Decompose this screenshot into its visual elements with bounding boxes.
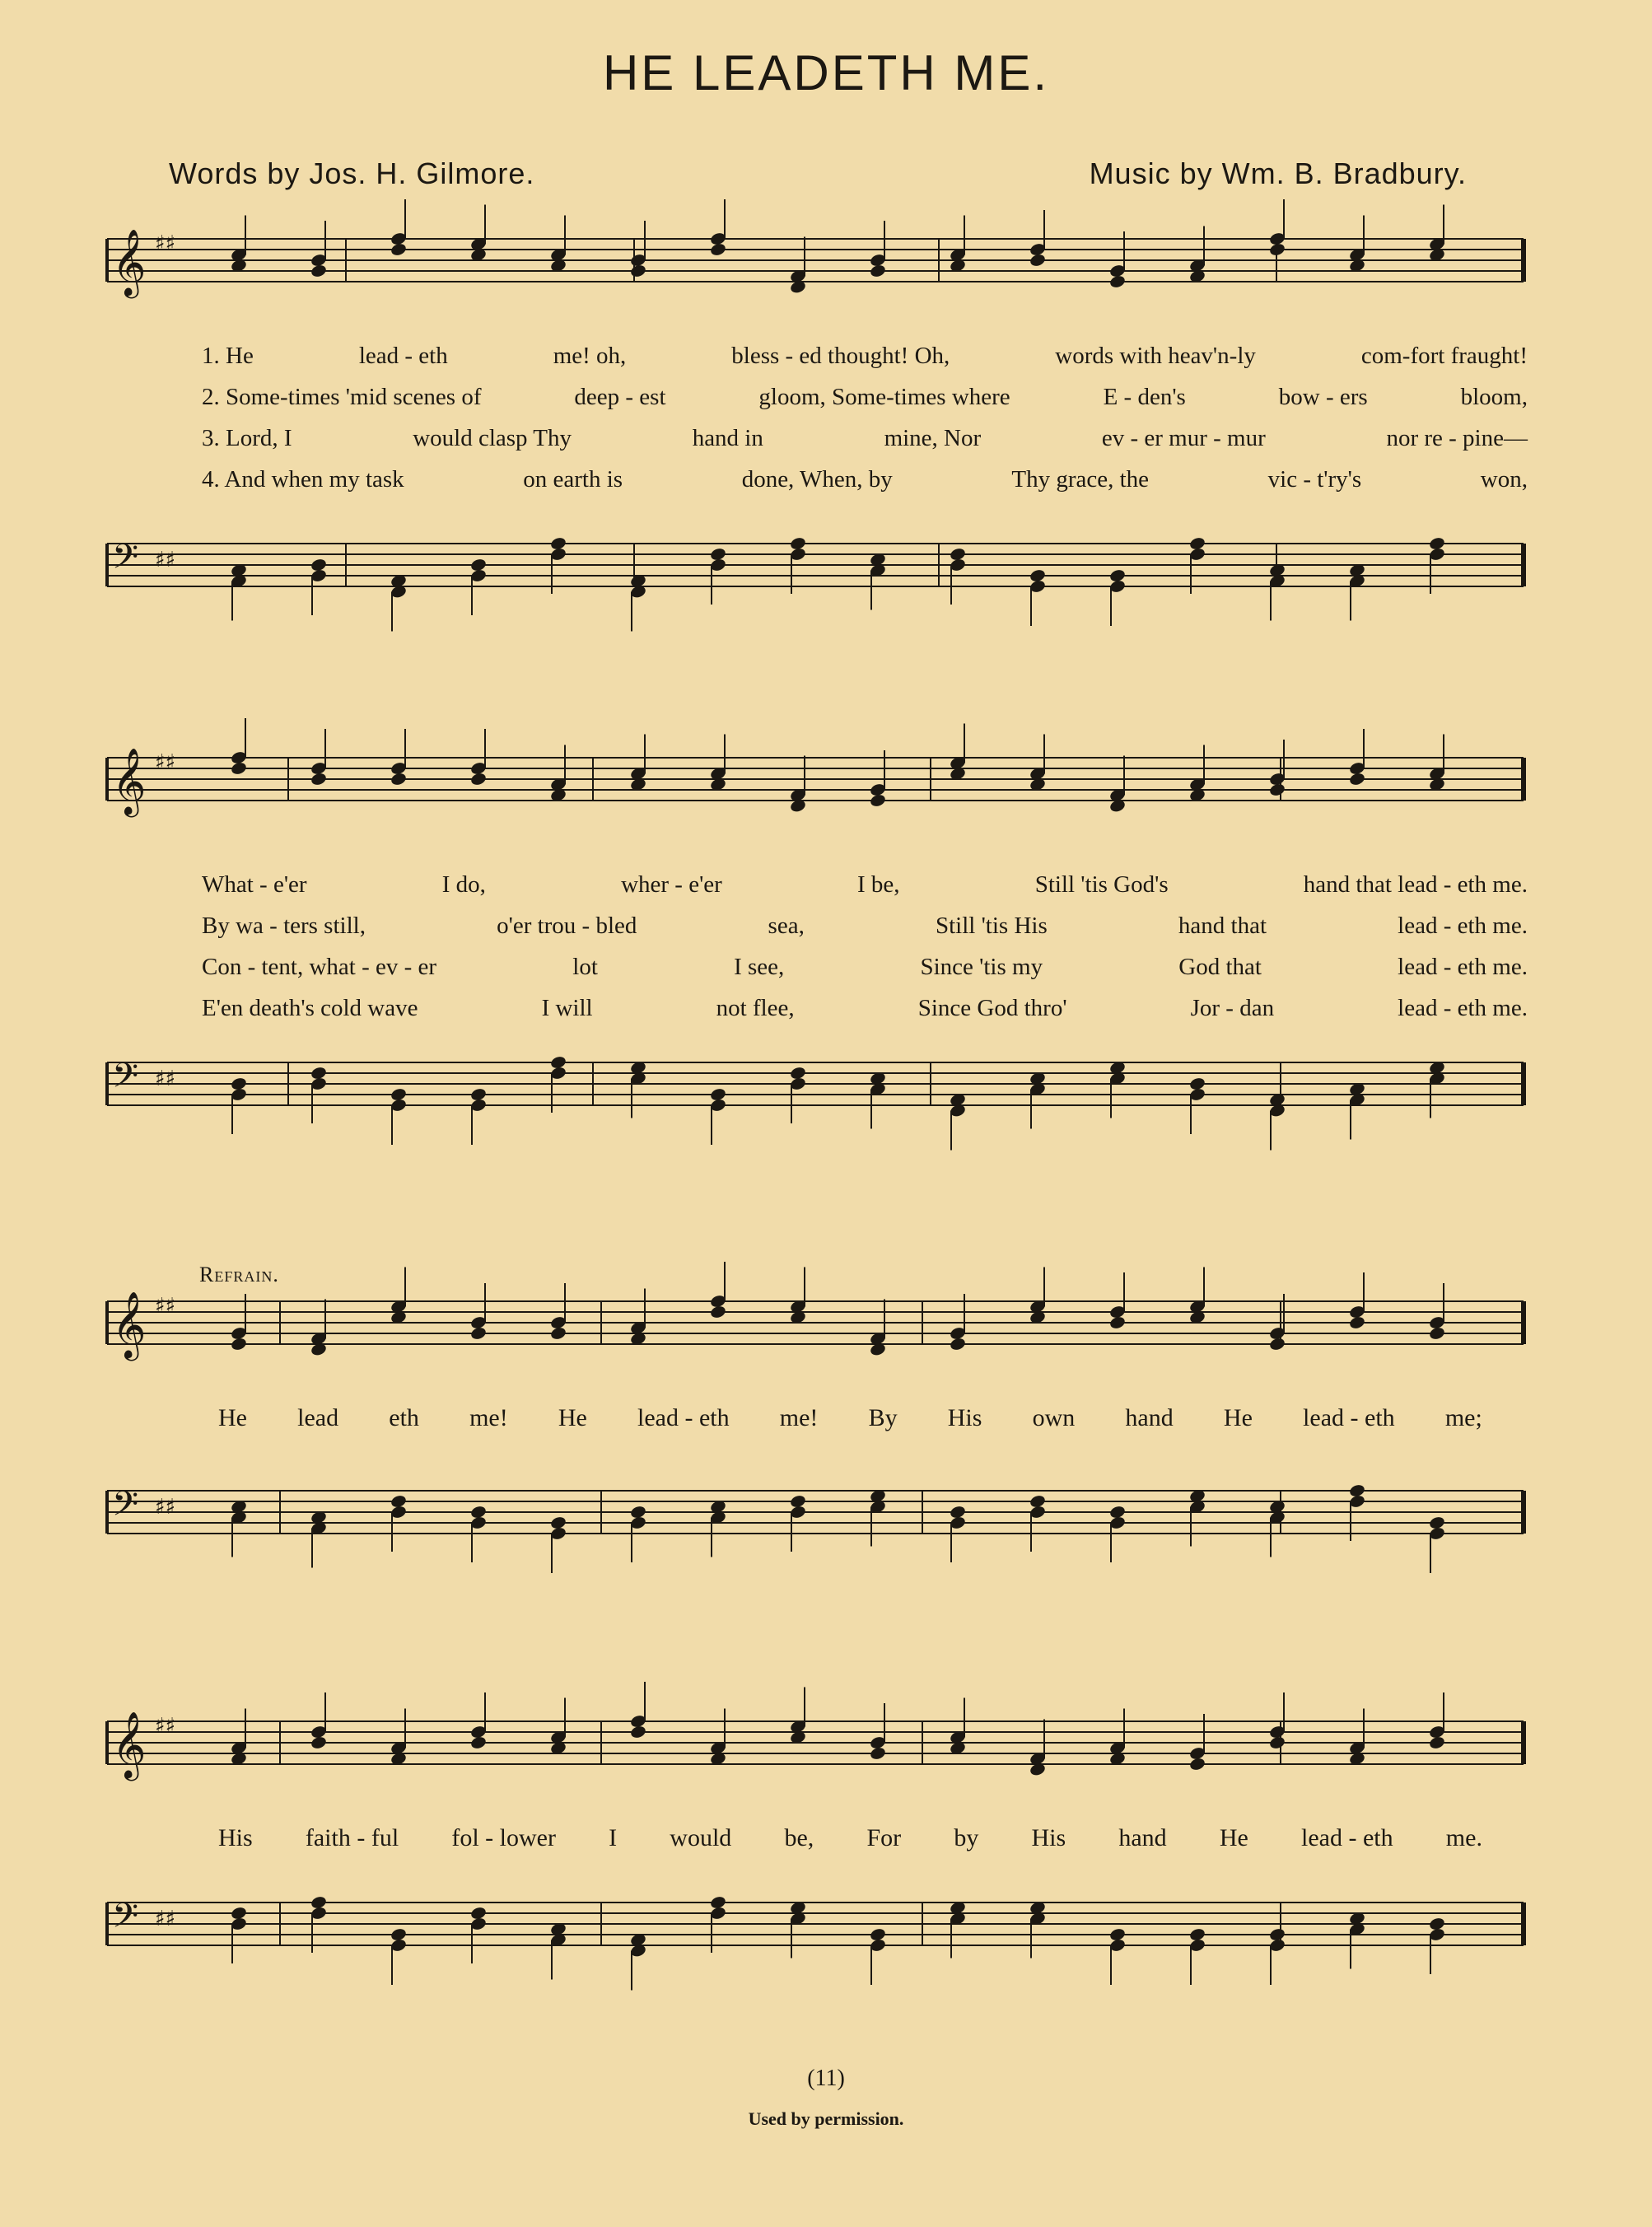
hymn-title: HE LEADETH ME.: [602, 45, 1050, 100]
refrain-label: Refrain.: [199, 1263, 279, 1286]
svg-text:♯♯: ♯♯: [155, 750, 176, 775]
page-number: (11): [807, 2066, 845, 2091]
refrain-syllable: lead - eth: [1303, 1404, 1395, 1431]
refrain-syllable: hand: [1118, 1824, 1167, 1851]
refrain-syllable: I: [609, 1824, 618, 1851]
svg-text:♯♯: ♯♯: [155, 1067, 176, 1091]
verse-3-line-1: 3. Lord, I would clasp Thy hand in mine, Nor ev - er mur - mur nor re - pine—: [202, 425, 1528, 451]
refrain-syllable: He: [1223, 1404, 1253, 1431]
words-credit: Words by Jos. H. Gilmore.: [169, 156, 535, 190]
refrain-syllable: He: [218, 1404, 247, 1431]
refrain-syllable: hand: [1125, 1404, 1174, 1431]
svg-text:𝄢: 𝄢: [112, 1896, 139, 1944]
svg-text:♯♯: ♯♯: [155, 231, 176, 256]
svg-text:𝄞: 𝄞: [112, 747, 147, 815]
system-3-bass-staff: [0, 1474, 1652, 1606]
svg-text:♯♯: ♯♯: [155, 548, 176, 572]
verse-4-line-1: 4. And when my task on earth is done, When, by Thy grace, the vic - t'ry's won,: [202, 466, 1528, 493]
svg-text:♯♯: ♯♯: [155, 1907, 176, 1931]
refrain-syllable: By: [868, 1404, 898, 1431]
svg-text:𝄞: 𝄞: [112, 228, 147, 296]
system-1-bass-staff: [0, 527, 1652, 642]
system-3-treble-staff: [0, 1285, 1652, 1400]
refrain-syllable: me!: [469, 1404, 508, 1431]
svg-text:𝄞: 𝄞: [112, 1711, 147, 1778]
svg-text:♯♯: ♯♯: [155, 1714, 176, 1739]
refrain-syllable: He: [1219, 1824, 1248, 1851]
refrain-syllable: For: [866, 1824, 902, 1851]
refrain-syllable: by: [954, 1824, 979, 1851]
svg-text:𝄢: 𝄢: [112, 537, 139, 585]
refrain-syllable: me.: [1445, 1824, 1482, 1851]
refrain-syllable: me!: [779, 1404, 819, 1431]
system-1-treble-staff: [0, 222, 1652, 321]
refrain-syllable: His: [947, 1404, 982, 1431]
refrain-syllable: fol - lower: [451, 1824, 556, 1851]
refrain-syllable: lead: [297, 1404, 339, 1431]
refrain-line-1: [218, 1404, 1482, 1432]
system-4-treble-staff: [0, 1705, 1652, 1820]
system-2-bass-staff: [0, 1046, 1652, 1178]
music-credit: Music by Wm. B. Bradbury.: [1089, 156, 1467, 190]
verse-1-line-2: What - e'er I do, wher - e'er I be, Still 'tis God's hand that lead - eth me.: [202, 871, 1528, 898]
refrain-syllable: lead - eth: [1301, 1824, 1393, 1851]
svg-text:♯♯: ♯♯: [155, 1294, 176, 1319]
verse-3-line-2: Con - tent, what - ev - er lot I see, Since 'tis my God that lead - eth me.: [202, 954, 1528, 980]
refrain-syllable: lead - eth: [637, 1404, 730, 1431]
svg-text:𝄞: 𝄞: [112, 1291, 147, 1358]
svg-text:𝄢: 𝄢: [112, 1056, 139, 1104]
refrain-syllable: His: [1031, 1824, 1066, 1851]
system-2-treble-staff: [0, 741, 1652, 857]
svg-text:♯♯: ♯♯: [155, 1495, 176, 1520]
refrain-syllable: would: [670, 1824, 732, 1851]
refrain-syllable: own: [1032, 1404, 1076, 1431]
refrain-syllable: faith - ful: [305, 1824, 399, 1851]
refrain-syllable: He: [558, 1404, 587, 1431]
refrain-syllable: me;: [1444, 1404, 1482, 1431]
verse-1-line-1: 1. He lead - eth me! oh, bless - ed thought! Oh, words with heav'n-ly com-fort fraught!: [202, 343, 1528, 369]
permission-note: Used by permission.: [748, 2108, 904, 2129]
verse-4-line-2: E'en death's cold wave I will not flee, Since God thro' Jor - dan lead - eth me.: [202, 995, 1528, 1021]
system-4-bass-staff: [0, 1886, 1652, 2018]
verse-2-line-2: By wa - ters still, o'er trou - bled sea, Still 'tis His hand that lead - eth me.: [202, 913, 1528, 939]
verse-2-line-1: 2. Some-times 'mid scenes of deep - est gloom, Some-times where E - den's bow - ers bloom,: [202, 384, 1528, 410]
refrain-syllable: eth: [389, 1404, 419, 1431]
refrain-syllable: be,: [784, 1824, 814, 1851]
refrain-syllable: His: [218, 1824, 253, 1851]
svg-text:𝄢: 𝄢: [112, 1484, 139, 1532]
refrain-line-2: [218, 1824, 1482, 1852]
